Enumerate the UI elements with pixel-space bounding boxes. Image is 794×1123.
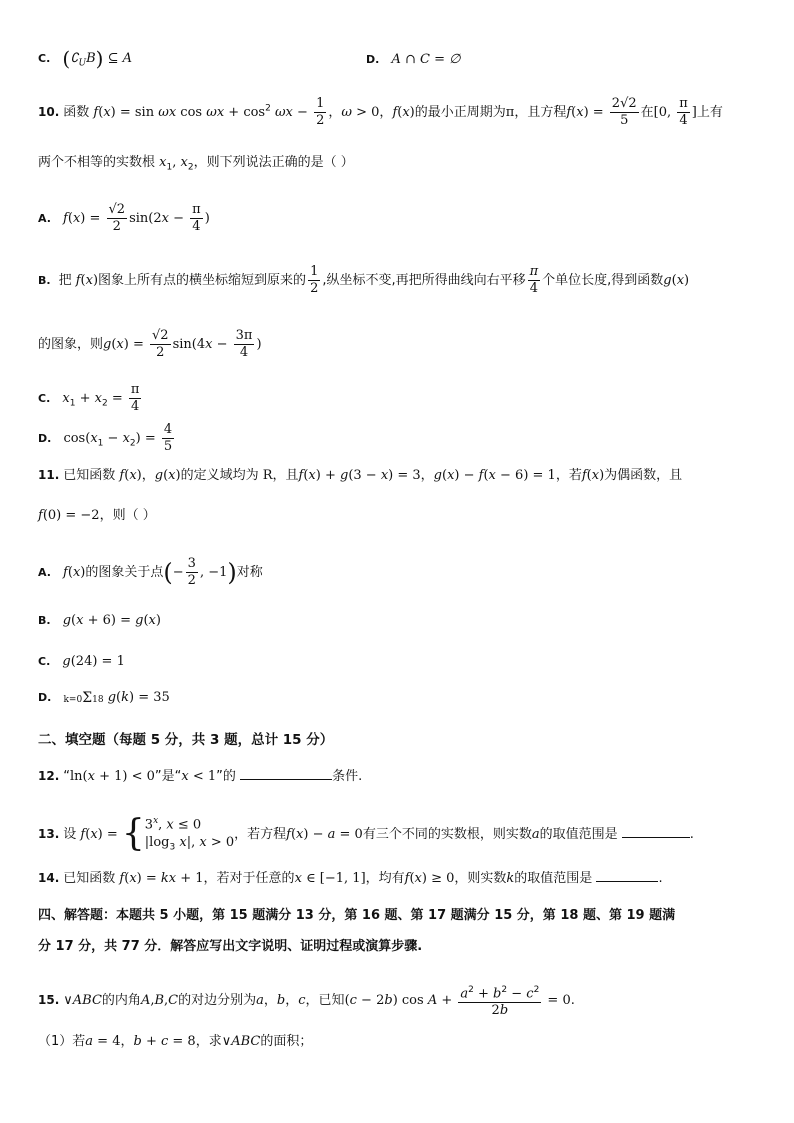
q9-option-c[interactable]: C. $(∁_UB)$ ⊆ A [38,46,133,70]
q10-option-d[interactable]: D. $\cos(x_1 - x_2)$ = $\frac{4}{5}$ [38,422,173,454]
section-answer-title-line2: 分 17 分，共 77 分．解答应写出文字说明、证明过程或演算步骤. [38,939,423,954]
q10-option-b[interactable]: B. 把 f(x)图象上所有点的横坐标缩短到原来的 $\frac{1}{2}$ ,纵坐标不变,再把所得曲线向右平移 $\frac{\pi}{4}$ 个单位长度,得到函数g(x) [38,264,690,296]
q13: 13. 设 f(x) = { 3$^x$, x ≤ 0 $|\log_3$ x|, x > 0 ，若方程f(x) − a = 0有三个不同的实数根，则实数a的取值范围是 . [38,813,694,855]
q10-option-a[interactable]: A. f(x) = $\frac{√2}{2}$ sin(2x − $\frac{\pi}{4}$ ) [38,202,210,234]
q11-option-b[interactable]: B. g(x + 6) = g(x) [38,613,161,628]
q13-answer-blank[interactable] [622,825,690,838]
q11-option-a[interactable]: A. f(x)的图象关于点(− $\frac{3}{2}$ , −1)对称 [38,556,263,588]
q14: 14. 已知函数 f(x) = kx + 1，若对于任意的x ∈ [−1, 1]，均有f(x) ≥ 0，则实数k的取值范围是 . [38,871,663,886]
q12-answer-blank[interactable] [240,767,332,780]
q15-part1: （1）若a = 4，b + c = 8，求∨ABC的面积； [38,1034,313,1049]
q14-answer-blank[interactable] [596,869,658,882]
q10-stem: 10. 函数 f(x) = sin ωx $\cos \omega x + \cos^2 \omega x$ − $\frac{1}{2}$ ，ω > 0，f(x)的最小正周期为π，且方程f(x) = $\frac{2√2}{5}$ 在[0, $\frac{\pi}{4}$ ]上有 [38,96,723,128]
q11-stem: 11. 已知函数 f(x)，g(x)的定义域均为 R，且f(x) + g(3 − x) = 3，g(x) − f(x − 6) = 1，若f(x)为偶函数，且 [38,468,683,483]
q10-stem-line2: 两个不相等的实数根 $x_1$, $x_2$，则下列说法正确的是（ ） [38,155,354,173]
q15-stem: 15. ∨ABC的内角A,B,C的对边分别为a，b，c，已知(c − 2b) cos A + $\frac{a^2 + b^2 - c^2}{2b}$ = 0. [38,982,575,1019]
q9-option-c-expr: $(∁_UB)$ ⊆ A [62,46,133,70]
q11-stem-line2: f(0) = −2，则（ ） [38,508,156,523]
section-fill-in-title: 二、填空题（每题 5 分，共 3 题，总计 15 分） [38,732,334,748]
q9-option-d[interactable]: D. A ∩ C = ∅ [366,52,461,67]
q10-option-b-line2: 的图象，则g(x) = $\frac{√2}{2}$ sin(4x − $\frac{3\pi}{4}$ ) [38,328,262,360]
q10-option-c[interactable]: C. $x_1 + x_2$ = $\frac{\pi}{4}$ [38,382,140,414]
q11-option-d[interactable]: D. k=0Σ18 g(k) = 35 [38,689,170,706]
q12: 12. “ln(x + 1) < 0”是“x < 1”的 条件. [38,769,363,784]
q11-option-c[interactable]: C. g(24) = 1 [38,654,125,669]
q9-option-d-expr: A ∩ C = ∅ [391,52,461,67]
section-answer-title-line1: 四、解答题：本题共 5 小题，第 15 题满分 13 分，第 16 题、第 17 题满分 15 分，第 18 题、第 19 题满 [38,908,676,923]
